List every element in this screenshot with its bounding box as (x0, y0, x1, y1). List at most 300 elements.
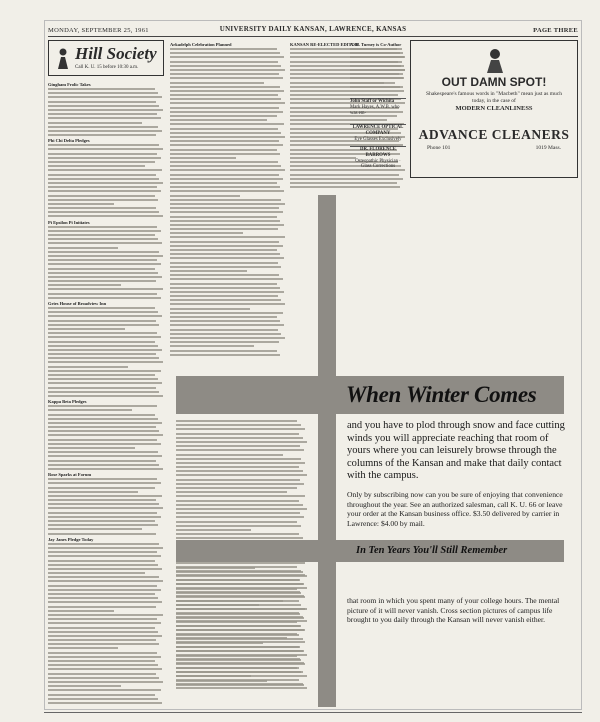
text-line (170, 165, 281, 167)
main-paragraph-2: Only by subscribing now can you be sure of enjoying that convenience throughout the year. See an authorized salesman, call K. U. 66 or leave your order at the Kansan business office. $3.50 delivered by carrier in Lawrence: $4.00 by mail. (347, 490, 563, 528)
text-line (48, 130, 162, 132)
cross-vertical-bar (318, 195, 336, 707)
text-line (176, 608, 305, 610)
text-line (48, 324, 159, 326)
text-line (48, 430, 159, 432)
text-line (48, 405, 157, 407)
text-line (176, 675, 251, 677)
text-line (48, 610, 114, 612)
text-line (170, 270, 247, 272)
text-line (176, 620, 307, 622)
masthead (48, 25, 578, 35)
text-line (48, 499, 156, 501)
text-line (176, 483, 304, 485)
text-line (48, 272, 158, 274)
text-line (48, 226, 157, 228)
text-line (48, 580, 163, 582)
text-line (170, 236, 285, 238)
text-line (48, 597, 158, 599)
text-line (350, 61, 402, 63)
text-line (48, 247, 118, 249)
text-line (170, 149, 277, 151)
text-line (170, 190, 284, 192)
text-line (48, 374, 155, 376)
text-line (170, 203, 285, 205)
masthead-page: PAGE THREE (533, 27, 578, 34)
text-line (48, 255, 163, 257)
text-line (48, 507, 163, 509)
text-line (48, 447, 135, 449)
column-head: Pi Epsilon Pi Initiates (48, 219, 90, 225)
text-line (48, 382, 162, 384)
text-line (170, 94, 278, 96)
text-line (170, 216, 277, 218)
text-line (48, 280, 156, 282)
text-line (48, 635, 162, 637)
text-line (48, 391, 159, 393)
text-line (170, 140, 279, 142)
text-line (170, 241, 279, 243)
bottom-rule (44, 712, 582, 713)
text-line (48, 211, 159, 213)
text-line (48, 182, 163, 184)
text-line (48, 543, 159, 545)
text-line (170, 73, 279, 75)
text-line (290, 157, 356, 159)
text-line (170, 115, 277, 117)
text-line (48, 395, 163, 397)
text-line (48, 109, 163, 111)
text-line (48, 105, 159, 107)
text-line (170, 224, 284, 226)
text-line (48, 288, 163, 290)
text-line (48, 524, 158, 526)
text-line (170, 299, 281, 301)
text-line (48, 673, 156, 675)
text-line (170, 65, 281, 67)
column-head: Arkadelph Celebration Planned (170, 42, 232, 47)
text-line (176, 420, 297, 422)
text-line (48, 503, 159, 505)
text-line (48, 153, 157, 155)
text-line (48, 336, 161, 338)
ad-tagline: MODERN CLEANLINESS (455, 105, 533, 112)
text-line (48, 113, 157, 115)
text-line (48, 422, 162, 424)
text-line (176, 466, 299, 468)
text-line (176, 633, 297, 635)
column-head: Gries House of Broadview Inn (48, 301, 107, 306)
text-line (48, 564, 158, 566)
small-ad-line: LAWRENCE OPTICAL COMPANY (352, 125, 404, 136)
small-ad (350, 124, 406, 144)
text-line (170, 107, 279, 109)
text-line (350, 86, 403, 88)
text-line (48, 144, 159, 146)
masthead-rule (48, 36, 578, 37)
text-line (176, 687, 307, 689)
text-line (48, 268, 155, 270)
text-line (48, 134, 156, 136)
text-line (48, 259, 157, 261)
text-line (48, 468, 163, 470)
text-line (48, 512, 157, 514)
text-line (48, 464, 159, 466)
text-line (48, 622, 161, 624)
text-line (176, 479, 300, 481)
text-line (350, 65, 404, 67)
text-line (170, 69, 285, 71)
text-line (48, 643, 159, 645)
text-line (170, 345, 254, 347)
text-line (176, 616, 303, 618)
text-line (176, 487, 297, 489)
text-line (48, 387, 156, 389)
text-line (48, 320, 156, 322)
text-line (176, 441, 307, 443)
text-line (48, 652, 157, 654)
text-line (48, 414, 155, 416)
text-line (170, 211, 283, 213)
text-line (48, 694, 155, 696)
text-line (48, 520, 155, 522)
text-line (170, 303, 285, 305)
hill-society-title: Hill Society (75, 44, 157, 63)
text-line (48, 307, 155, 309)
text-line (170, 207, 279, 209)
text-line (170, 316, 277, 318)
text-line (176, 495, 305, 497)
text-line (176, 525, 301, 527)
text-line (170, 161, 278, 163)
text-line (170, 312, 283, 314)
text-line (350, 73, 403, 75)
small-ad-line: Osteopathic Physician · Glass Corrections (355, 158, 401, 170)
text-line (48, 698, 158, 700)
text-line (48, 234, 155, 236)
text-line (48, 495, 162, 497)
text-line (170, 354, 280, 356)
text-line (176, 424, 301, 426)
text-line (48, 568, 162, 570)
text-line (176, 516, 304, 518)
text-line (176, 445, 300, 447)
text-line (48, 341, 155, 343)
text-line (176, 667, 297, 669)
hill-society-contact: Call K. U. 15 before 10:30 a.m. (75, 65, 139, 70)
text-line (48, 148, 163, 150)
text-line (48, 230, 161, 232)
text-line (48, 101, 156, 103)
text-line (170, 278, 283, 280)
text-line (170, 77, 283, 79)
text-line (48, 315, 162, 317)
text-line (350, 82, 395, 84)
text-line (176, 449, 304, 451)
text-line (48, 677, 159, 679)
text-line (170, 48, 277, 50)
text-line (170, 249, 277, 251)
text-line (170, 262, 278, 264)
figure-icon (53, 47, 73, 71)
text-line (176, 562, 305, 564)
text-line (48, 478, 157, 480)
text-line (48, 117, 161, 119)
text-line (176, 600, 283, 602)
text-line (170, 119, 267, 121)
text-line (48, 122, 142, 124)
text-line (48, 251, 159, 253)
text-line (170, 228, 278, 230)
text-line (176, 671, 301, 673)
text-line (48, 614, 163, 616)
text-line (176, 428, 305, 430)
small-ad-line: Mark Hayes, A.W.B. who was em- (350, 104, 400, 116)
text-line (48, 451, 158, 453)
text-line (170, 86, 280, 88)
text-line (48, 639, 156, 641)
text-line (48, 409, 132, 411)
text-line (170, 61, 278, 63)
text-line (176, 491, 287, 493)
text-line (176, 612, 299, 614)
text-line (48, 349, 162, 351)
text-line (176, 508, 307, 510)
text-line (48, 576, 159, 578)
column-2-bottom (176, 566, 308, 706)
text-line (176, 650, 303, 652)
text-line (48, 516, 161, 518)
text-line (48, 366, 128, 368)
text-line (176, 574, 305, 576)
text-line (170, 291, 284, 293)
text-line (48, 207, 156, 209)
small-ad-line: DR. FLORENCE BARROWS (360, 147, 396, 158)
text-line (48, 353, 156, 355)
text-line (176, 437, 303, 439)
text-line (48, 169, 162, 171)
text-line (170, 123, 284, 125)
ad-phone: Phone 101 (427, 145, 451, 151)
text-line (48, 601, 162, 603)
text-line (48, 631, 158, 633)
text-line (176, 529, 251, 531)
text-line (170, 157, 236, 159)
text-line (176, 458, 301, 460)
text-line (170, 52, 280, 54)
ad-body (421, 91, 567, 113)
text-line (170, 111, 283, 113)
text-line (170, 283, 277, 285)
text-line (48, 434, 163, 436)
text-line (176, 512, 300, 514)
text-line (48, 370, 161, 372)
column-2 (170, 40, 286, 370)
remember-band (176, 540, 564, 562)
text-line (170, 337, 285, 339)
text-line (176, 533, 299, 535)
text-line (48, 572, 145, 574)
text-line (48, 589, 161, 591)
text-line (176, 521, 297, 523)
text-line (350, 69, 405, 71)
column-head: KANSAN RE-ELECTED EDITOR (290, 42, 359, 47)
main-paragraph-1: and you have to plod through snow and face cutting winds you will appreciate reaching that room of yours where you can leisurely browse through the columns of the Kansan and make that daily contact with the campus. (347, 420, 565, 481)
column-head: Rose Sparks at Forum (48, 472, 92, 478)
text-line (170, 295, 278, 297)
text-line (170, 220, 280, 222)
text-line (170, 136, 285, 138)
small-ad (350, 146, 406, 170)
text-line (48, 332, 157, 334)
text-line (176, 587, 307, 589)
text-line (176, 537, 303, 539)
column-1 (48, 80, 164, 705)
text-line (176, 579, 299, 581)
text-line (48, 560, 155, 562)
text-line (170, 253, 280, 255)
column-head: Gingham Frolic Takes (48, 82, 91, 87)
text-line (170, 102, 285, 104)
text-line (48, 238, 158, 240)
text-line (350, 56, 405, 58)
text-line (176, 646, 299, 648)
ad-headline: OUT DAMN SPOT! (441, 75, 547, 89)
text-line (170, 341, 279, 343)
text-line (48, 311, 158, 313)
text-line (176, 591, 300, 593)
text-line (48, 460, 156, 462)
text-line (48, 491, 138, 493)
text-line (48, 297, 161, 299)
text-line (176, 625, 300, 627)
text-line (170, 182, 277, 184)
text-line (48, 664, 158, 666)
text-line (48, 284, 121, 286)
text-line (176, 500, 299, 502)
text-line (48, 555, 161, 557)
text-line (48, 215, 163, 217)
text-line (48, 702, 162, 704)
text-line (48, 203, 114, 205)
text-line (48, 482, 161, 484)
text-line (48, 660, 155, 662)
text-line (170, 56, 284, 58)
text-line (176, 683, 303, 685)
text-line (48, 668, 162, 670)
text-line (176, 641, 305, 643)
text-line (176, 570, 301, 572)
text-line (170, 153, 280, 155)
ad-body-text: Shakespeare's famous words in "Macbeth" mean just as much today, in the case of (426, 91, 562, 104)
text-line (48, 426, 156, 428)
text-line (170, 90, 284, 92)
text-line (48, 165, 145, 167)
text-line (170, 232, 243, 234)
text-line (170, 195, 240, 197)
text-line (170, 320, 280, 322)
text-line (48, 263, 161, 265)
text-line (170, 186, 280, 188)
text-line (170, 144, 283, 146)
text-line (48, 487, 155, 489)
text-line (48, 88, 155, 90)
text-line (48, 328, 125, 330)
ad-address: 1019 Mass. (535, 145, 561, 151)
text-line (170, 245, 283, 247)
text-line (48, 190, 161, 192)
text-line (48, 618, 157, 620)
text-line (48, 186, 157, 188)
text-line (170, 98, 281, 100)
text-line (176, 637, 287, 639)
text-line (176, 679, 299, 681)
text-line (176, 658, 300, 660)
masthead-title: UNIVERSITY DAILY KANSAN, LAWRENCE, KANSAS (219, 25, 407, 33)
hill-society-header (48, 40, 164, 76)
text-line (176, 504, 303, 506)
text-line (176, 566, 297, 568)
text-line (48, 656, 161, 658)
text-line (170, 257, 284, 259)
text-line (48, 174, 156, 176)
text-line (48, 361, 163, 363)
text-line (170, 178, 283, 180)
text-line (48, 345, 158, 347)
text-line (170, 169, 285, 171)
text-line (176, 474, 307, 476)
main-paragraph-3: that room in which you spent many of your college hours. The mental picture of it will never vanish. Cross section pictures of campus life brought to you daily through the Kansan will never vanish either. (347, 596, 560, 625)
text-line (48, 357, 159, 359)
text-line (176, 433, 299, 435)
text-line (170, 132, 281, 134)
text-line (48, 439, 157, 441)
remember-text: In Ten Years You'll Still Remember (356, 545, 508, 556)
text-line (48, 195, 155, 197)
text-line (48, 199, 158, 201)
text-line (48, 443, 161, 445)
text-line (48, 685, 121, 687)
small-ad-line: John Staff or Wichita (350, 99, 395, 104)
small-ad (350, 98, 406, 120)
text-line (176, 629, 304, 631)
advance-cleaners-ad (410, 40, 578, 178)
text-line (48, 593, 155, 595)
text-line (48, 585, 157, 587)
text-line (48, 242, 162, 244)
text-line (48, 96, 162, 98)
text-line (48, 276, 162, 278)
text-line (48, 92, 158, 94)
text-line (176, 470, 303, 472)
text-line (176, 662, 304, 664)
headline-bar (176, 376, 564, 414)
ad-business-name: ADVANCE CLEANERS (418, 127, 570, 142)
text-line (170, 329, 278, 331)
text-line (48, 418, 158, 420)
main-headline: When Winter Comes (346, 382, 537, 407)
text-line (176, 454, 283, 456)
text-line (48, 627, 155, 629)
text-line (170, 82, 264, 84)
masthead-date: MONDAY, SEPTEMBER 25, 1961 (48, 27, 149, 34)
text-line (170, 199, 281, 201)
text-line (48, 293, 157, 295)
text-line (176, 595, 304, 597)
text-line (170, 128, 278, 130)
text-line (48, 551, 157, 553)
text-line (170, 308, 250, 310)
